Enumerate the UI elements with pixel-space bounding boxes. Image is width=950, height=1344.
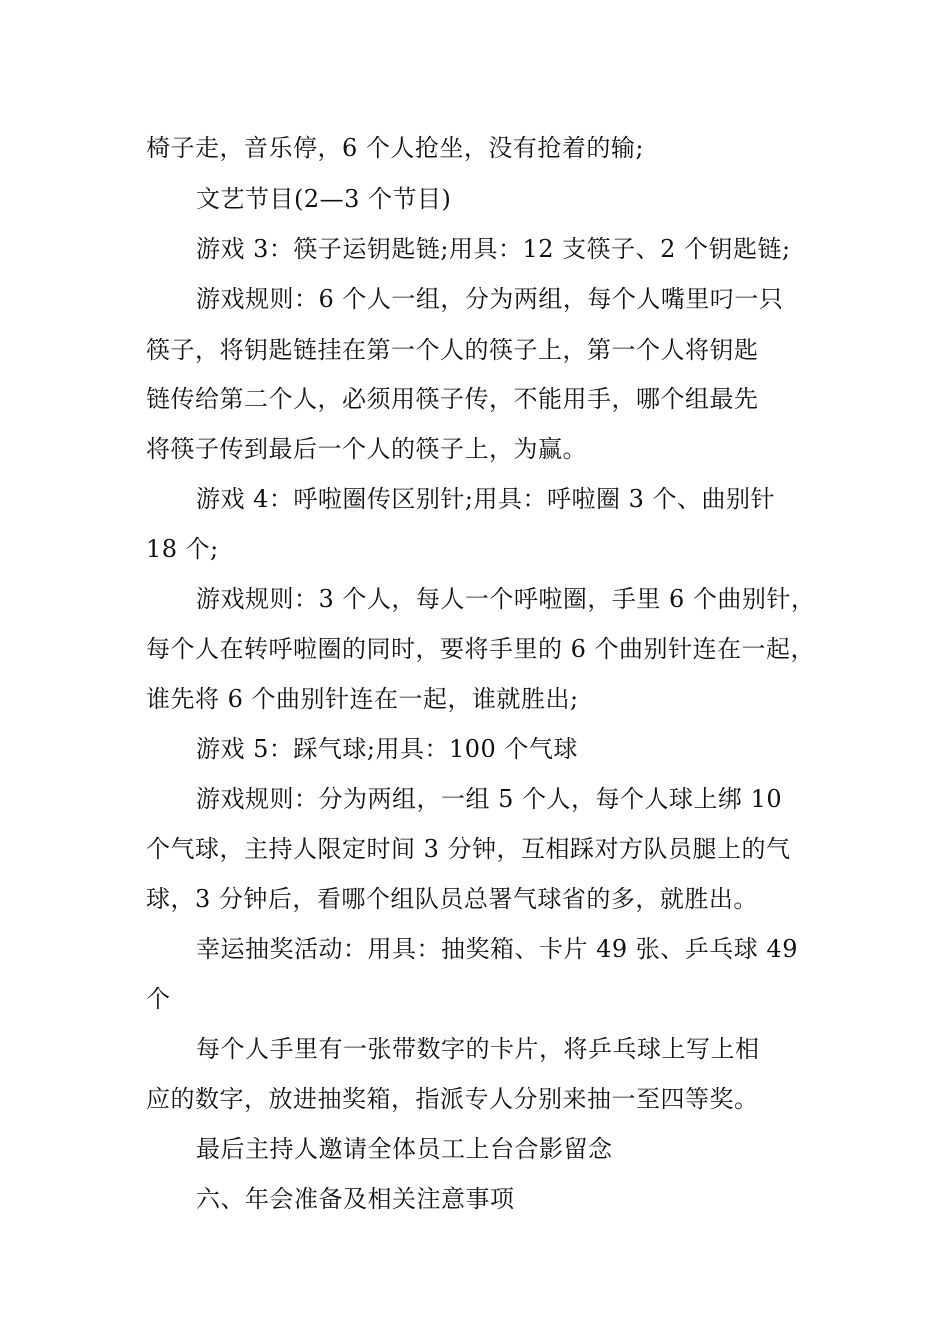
text-line: 球，3 分钟后，看哪个组队员总署气球省的多，就胜出。 [146,885,758,913]
text-line: 游戏 5：踩气球;用具：100 个气球 [196,735,578,763]
text-line: 个 [146,985,171,1013]
text-line: 每个人在转呼啦圈的同时，要将手里的 6 个曲别针连在一起， [146,635,816,663]
text-line: 每个人手里有一张带数字的卡片，将乒乓球上写上相 [196,1035,760,1063]
text-line: 游戏规则：分为两组，一组 5 个人，每个人球上绑 10 [196,785,783,813]
text-line: 将筷子传到最后一个人的筷子上，为赢。 [146,435,587,463]
text-line: 游戏 4：呼啦圈传区别针;用具：呼啦圈 3 个、曲别针 [196,485,776,513]
text-line: 游戏 3：筷子运钥匙链;用具：12 支筷子、2 个钥匙链; [196,235,791,263]
text-line: 链传给第二个人，必须用筷子传，不能用手，哪个组最先 [146,385,759,413]
text-line: 谁先将 6 个曲别针连在一起，谁就胜出; [146,685,579,713]
text-line: 18 个; [146,535,219,563]
text-line: 筷子，将钥匙链挂在第一个人的筷子上，第一个人将钥匙 [146,336,759,364]
text-line: 应的数字，放进抽奖箱，指派专人分别来抽一至四等奖。 [146,1085,759,1113]
text-line: 幸运抽奖活动：用具：抽奖箱、卡片 49 张、乒乓球 49 [196,935,798,963]
text-line: 个气球，主持人限定时间 3 分钟，互相踩对方队员腿上的气 [146,835,791,863]
text-line: 游戏规则：3 个人，每人一个呼啦圈，手里 6 个曲别针， [196,585,816,613]
section-heading: 文艺节目(2—3 个节目) [196,185,452,213]
text-line: 游戏规则：6 个人一组，分为两组，每个人嘴里叼一只 [196,285,784,313]
text-line: 最后主持人邀请全体员工上台合影留念 [196,1135,613,1163]
section-heading: 六、年会准备及相关注意事项 [196,1185,515,1213]
text-line: 椅子走，音乐停，6 个人抢坐，没有抢着的输; [146,134,644,162]
